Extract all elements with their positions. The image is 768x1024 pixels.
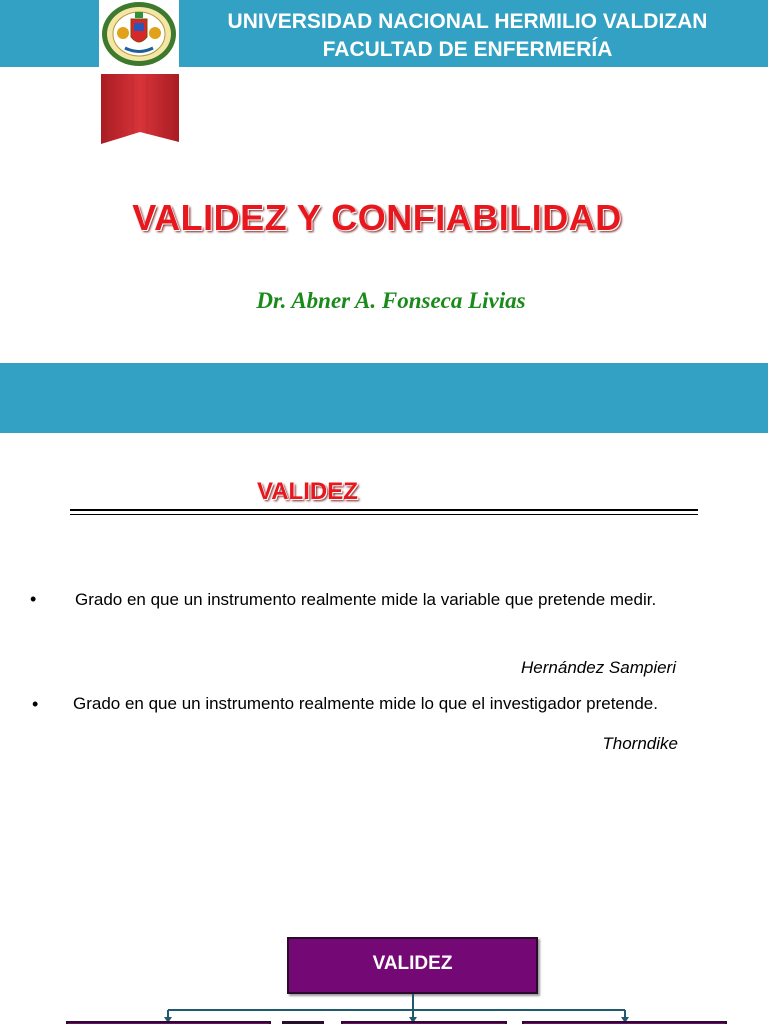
citation: Thorndike (602, 734, 678, 753)
university-heading (190, 8, 745, 64)
definition-text: Grado en que un instrumento realmente mide lo que el investigador pretende. (73, 694, 658, 713)
citation: Hernández Sampieri (521, 658, 676, 677)
diagram-connectors (0, 433, 768, 1024)
author-name: Dr. Abner A. Fonseca Livias (256, 288, 526, 313)
university-seal-icon (101, 1, 177, 67)
bullet-marker: • (30, 589, 37, 609)
bullet-marker: • (32, 694, 39, 714)
presentation-title: VALIDEZ Y CONFIABILIDAD (132, 197, 622, 238)
definition-text: Grado en que un instrumento realmente mide la variable que pretende medir. (75, 590, 657, 609)
section-title: VALIDEZ (257, 478, 358, 505)
ribbon-banner-icon (101, 74, 179, 144)
faculty-name: FACULTAD DE ENFERMERÍA (322, 38, 613, 61)
footer-band (0, 363, 768, 433)
validez-slide (0, 433, 768, 1024)
university-name: UNIVERSIDAD NACIONAL HERMILIO VALDIZAN (227, 10, 708, 33)
diagram-root-box: VALIDEZ (287, 937, 538, 994)
title-slide (0, 0, 768, 433)
